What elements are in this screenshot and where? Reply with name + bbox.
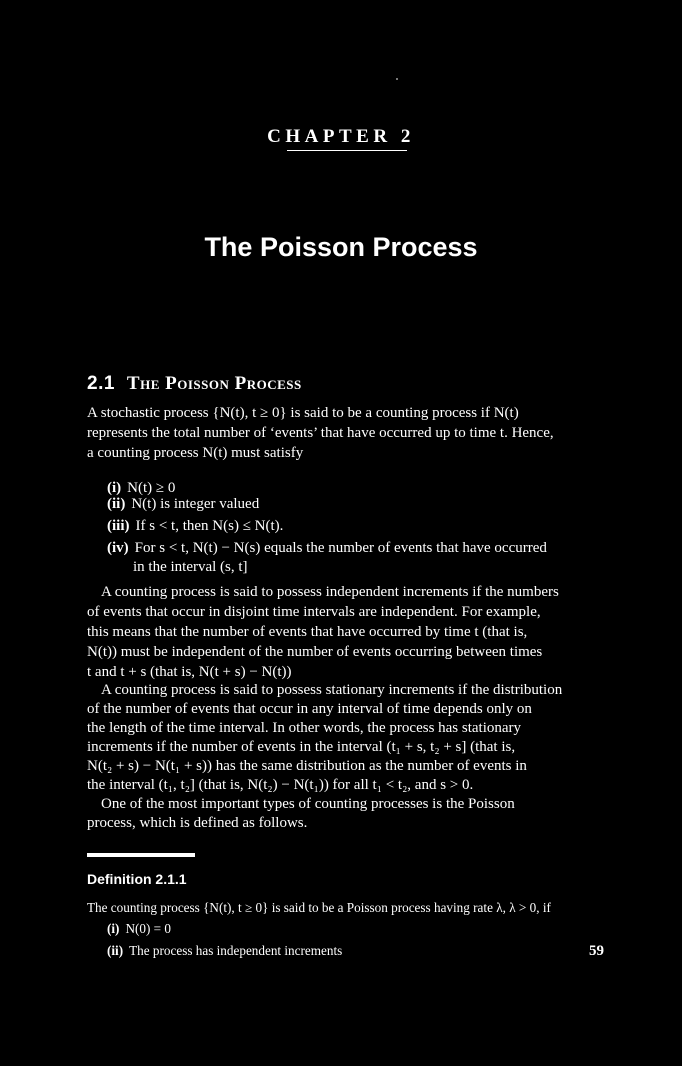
independent-line: N(t)) must be independent of the number of events occurring between times [87,644,543,660]
condition-item [107,495,607,515]
definition-item-text: The process has independent increments [129,943,343,958]
condition-label: (i) [107,480,122,496]
definition-rule [87,853,195,857]
definition-text: The counting process {N(t), t ≥ 0} is said to be a Poisson process having rate λ, λ > 0, if [87,900,551,915]
stationary-line: the interval (t₁, t₂] (that is, N(t₂) − N(t₁)) for all t₁ < t₂, and s > 0. [87,777,474,793]
independent-line: of events that occur in disjoint time intervals are independent. For example, [87,604,541,620]
independent-line: t and t + s (that is, N(t + s) − N(t)) [87,664,292,680]
condition-label: (ii) [107,496,126,512]
definition-item-text: N(0) = 0 [125,921,171,936]
scan-speck [396,78,398,80]
stationary-line: the length of the time interval. In other words, the process has stationary [87,720,522,736]
definition-heading: Definition 2.1.1 [87,871,187,887]
definition-item-label: (i) [107,921,120,936]
intro-line: A stochastic process {N(t), t ≥ 0} is said to be a counting process if N(t) [87,405,519,421]
chapter-title: The Poisson Process [204,232,478,262]
condition-text: N(t) ≥ 0 [127,480,176,496]
independent-line: this means that the number of events that have occurred by time t (that is, [87,624,528,640]
intro-line: a counting process N(t) must satisfy [87,445,304,461]
definition-item-label: (ii) [107,943,124,958]
independent-line: A counting process is said to possess independent increments if the numbers [101,584,559,600]
section-heading [87,373,302,395]
stationary-line: A counting process is said to possess stationary increments if the distribution [101,682,563,698]
definition-item [107,943,342,959]
condition-text: If s < t, then N(s) ≤ N(t). [135,518,284,534]
condition-label: (iii) [107,518,130,534]
stationary-line: of the number of events that occur in any interval of time depends only on [87,701,532,717]
intro-line: represents the total number of ‘events’ that have occurred up to time t. Hence, [87,425,554,441]
page-number: 59 [589,943,604,959]
condition-item [107,539,607,559]
condition-label: (iv) [107,540,129,556]
stationary-line: N(t₂ + s) − N(t₁ + s)) has the same distribution as the number of events in [87,758,527,774]
poisson-line: One of the most important types of counting processes is the Poisson [101,796,515,812]
section-title: The Poisson Process [126,373,302,394]
section-number: 2.1 [87,373,115,394]
chapter-underline [287,150,407,151]
definition-item [107,921,171,937]
condition-item [107,517,607,537]
poisson-line: process, which is defined as follows. [87,815,308,831]
chapter-label: CHAPTER 2 [267,126,415,147]
stationary-line: increments if the number of events in the interval (t₁ + s, t₂ + s] (that is, [87,739,516,755]
condition-text: For s < t, N(t) − N(s) equals the number of events that have occurred [134,540,547,556]
condition-text: N(t) is integer valued [131,496,260,512]
condition-continuation: in the interval (s, t] [133,559,248,575]
